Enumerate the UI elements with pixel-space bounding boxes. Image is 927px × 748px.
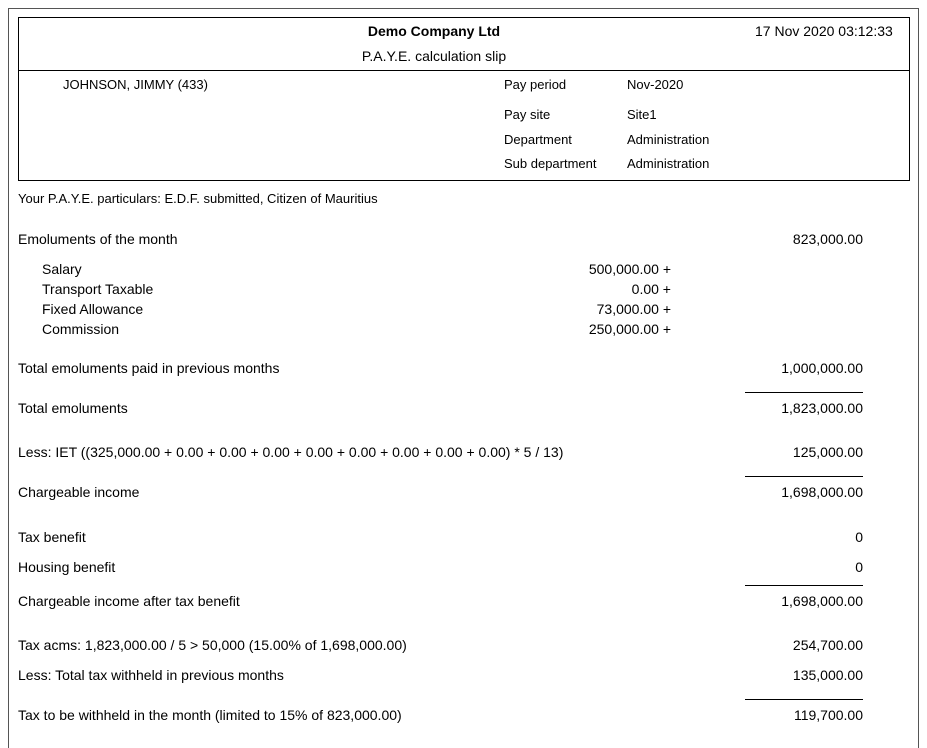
housing-benefit-label: Housing benefit <box>18 559 116 575</box>
pay-site-label: Pay site <box>504 107 551 122</box>
tax-benefit-value: 0 <box>855 529 863 545</box>
total-emoluments-value: 1,823,000.00 <box>781 400 863 416</box>
slip-subtitle: P.A.Y.E. calculation slip <box>361 48 507 64</box>
prev-tax-withheld-value: 135,000.00 <box>792 667 863 683</box>
emoluments-label: Emoluments of the month <box>18 231 178 247</box>
tax-to-withhold-label: Tax to be withheld in the month (limited to 15% of 823,000.00) <box>18 707 402 723</box>
tax-benefit-label: Tax benefit <box>18 529 86 545</box>
sub-department-value: Administration <box>627 156 710 171</box>
sum-line <box>745 699 863 700</box>
print-timestamp: 17 Nov 2020 03:12:33 <box>755 23 893 39</box>
item-transport-label: Transport Taxable <box>42 281 154 297</box>
chargeable-income-value: 1,698,000.00 <box>781 484 863 500</box>
prev-tax-withheld-label: Less: Total tax withheld in previous months <box>18 667 284 683</box>
pay-period-label: Pay period <box>504 77 567 92</box>
housing-benefit-value: 0 <box>855 559 863 575</box>
pay-period-value: Nov-2020 <box>627 77 684 92</box>
prev-emoluments-label: Total emoluments paid in previous months <box>18 360 280 376</box>
tax-to-withhold-value: 119,700.00 <box>793 707 863 723</box>
sub-department-label: Sub department <box>504 156 597 171</box>
item-commission-label: Commission <box>42 321 120 337</box>
paye-particulars: Your P.A.Y.E. particulars: E.D.F. submitted, Citizen of Mauritius <box>18 191 378 206</box>
item-salary-amount: 500,000.00 + <box>588 261 671 277</box>
tax-acms-value: 254,700.00 <box>792 637 863 653</box>
sum-line <box>745 476 863 477</box>
chargeable-after-benefit-value: 1,698,000.00 <box>781 593 863 609</box>
company-name: Demo Company Ltd <box>367 23 501 39</box>
chargeable-income-label: Chargeable income <box>18 484 140 500</box>
department-label: Department <box>504 132 572 147</box>
iet-label: Less: IET ((325,000.00 + 0.00 + 0.00 + 0.00 + 0.00 + 0.00 + 0.00 + 0.00 + 0.00) * 5 / 13) <box>18 444 564 460</box>
iet-value: 125,000.00 <box>792 444 863 460</box>
pay-site-value: Site1 <box>627 107 657 122</box>
item-commission-amount: 250,000.00 + <box>588 321 671 337</box>
sum-line <box>745 585 863 586</box>
sum-line <box>745 392 863 393</box>
item-transport-amount: 0.00 + <box>631 281 671 297</box>
employee-name: JOHNSON, JIMMY (433) <box>63 77 208 92</box>
item-fixed-allowance-amount: 73,000.00 + <box>596 301 671 317</box>
item-salary-label: Salary <box>42 261 82 277</box>
department-value: Administration <box>627 132 710 147</box>
item-fixed-allowance-label: Fixed Allowance <box>42 301 144 317</box>
tax-acms-label: Tax acms: 1,823,000.00 / 5 > 50,000 (15.00% of 1,698,000.00) <box>18 637 407 653</box>
total-emoluments-label: Total emoluments <box>18 400 128 416</box>
chargeable-after-benefit-label: Chargeable income after tax benefit <box>18 593 240 609</box>
prev-emoluments-value: 1,000,000.00 <box>781 360 863 376</box>
emoluments-total: 823,000.00 <box>792 231 863 247</box>
